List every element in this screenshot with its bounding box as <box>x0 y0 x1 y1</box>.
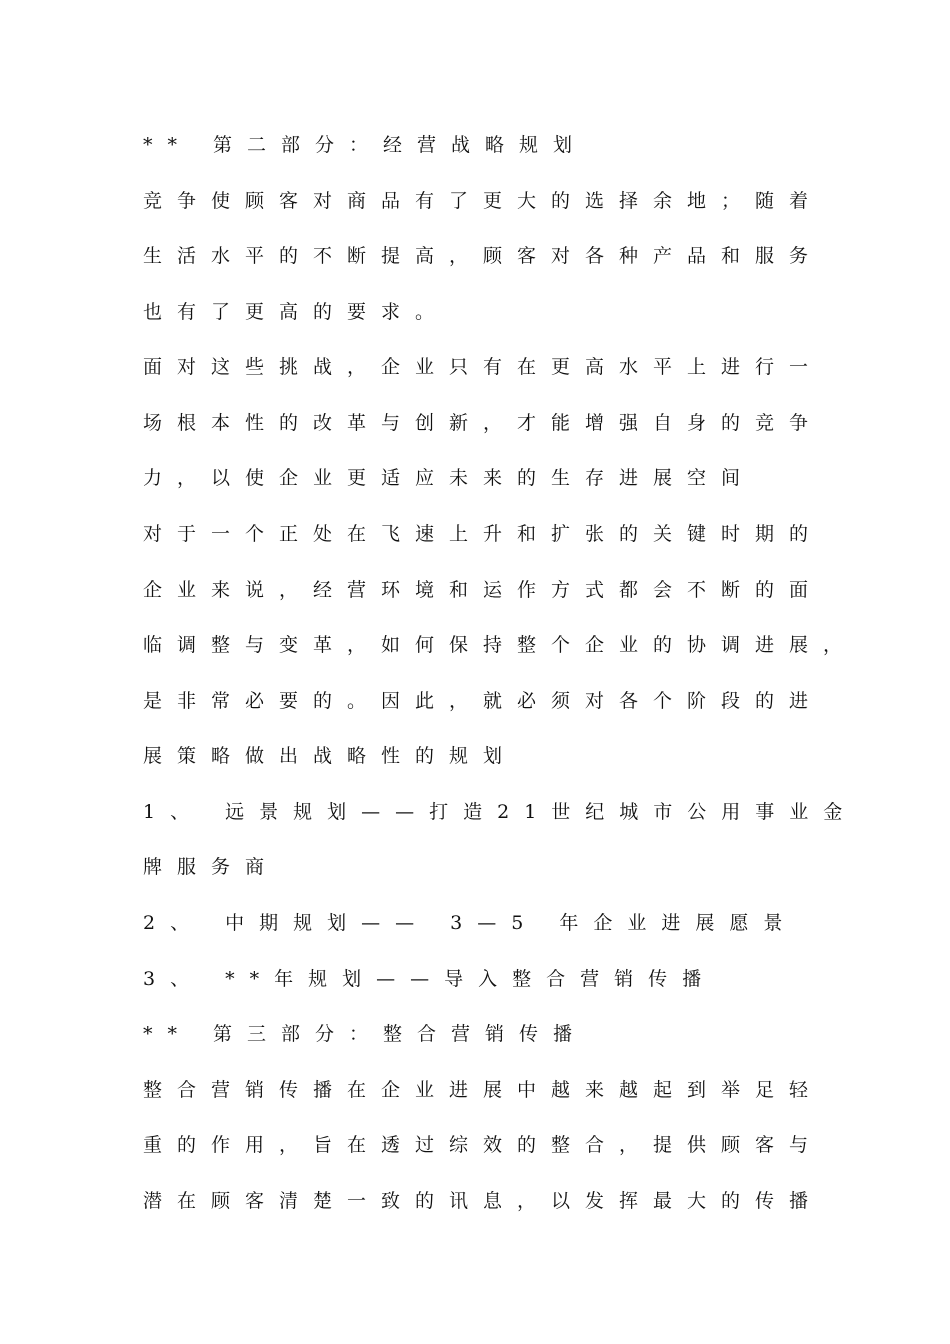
list-item-line: 3、 **年规划——导入整合营销传播 <box>143 968 717 990</box>
paragraph-line: 对于一个正处在飞速上升和扩张的关键时期的 <box>143 523 824 545</box>
paragraph-line: 场根本性的改革与创新，才能增强自身的竞争 <box>143 412 824 434</box>
list-item-line: 1、 远景规划——打造21世纪城市公用事业金 <box>143 801 858 823</box>
paragraph-line: 展策略做出战略性的规划 <box>143 745 518 767</box>
paragraph-line: 生活水平的不断提高，顾客对各种产品和服务 <box>143 245 824 267</box>
list-item-line: 2、 中期规划—— 3—5 年企业进展愿景 <box>143 912 798 934</box>
paragraph-line: 面对这些挑战，企业只有在更高水平上进行一 <box>143 356 824 378</box>
paragraph-line: 整合营销传播在企业进展中越来越起到举足轻 <box>143 1079 824 1101</box>
section-heading: ** 第二部分：经营战略规划 <box>143 134 588 156</box>
paragraph-line: 重的作用，旨在透过综效的整合，提供顾客与 <box>143 1134 824 1156</box>
section-heading: ** 第三部分：整合营销传播 <box>143 1023 588 1045</box>
paragraph-line: 力，以使企业更适应未来的生存进展空间 <box>143 467 756 489</box>
paragraph-line: 临调整与变革，如何保持整个企业的协调进展， <box>143 634 858 656</box>
paragraph-line: 竞争使顾客对商品有了更大的选择余地；随着 <box>143 190 824 212</box>
list-item-line: 牌服务商 <box>143 856 280 878</box>
paragraph-line: 是非常必要的。因此，就必须对各个阶段的进 <box>143 690 824 712</box>
paragraph-line: 企业来说，经营环境和运作方式都会不断的面 <box>143 579 824 601</box>
paragraph-line: 也有了更高的要求。 <box>143 301 450 323</box>
paragraph-line: 潜在顾客清楚一致的讯息，以发挥最大的传播 <box>143 1190 824 1212</box>
